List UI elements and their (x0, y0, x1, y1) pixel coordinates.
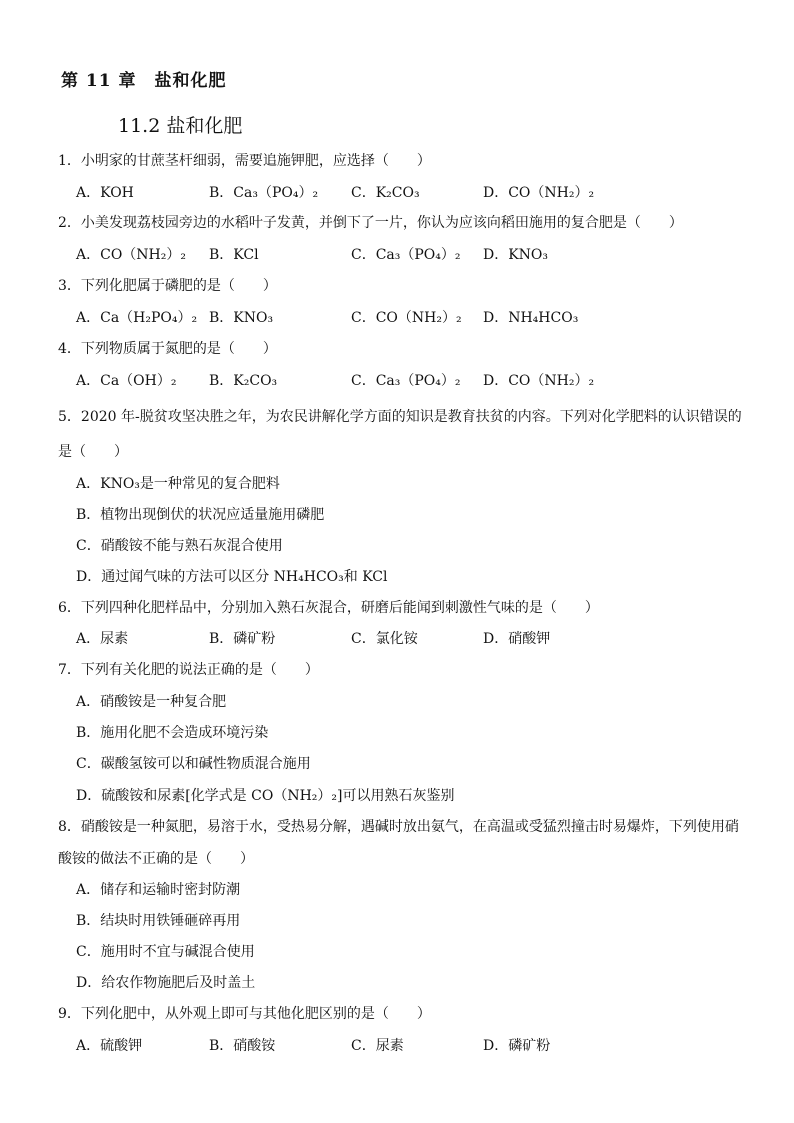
question-8-stem: 8．硝酸铵是一种氮肥，易溶于水，受热易分解，遇碱时放出氨气，在高温或受猛烈撞击时易爆炸，下列使用硝 (58, 819, 739, 835)
question-8-stem-continued: 酸铵的做法不正确的是（ ） (58, 851, 254, 867)
question-3-option-c: C．CO（NH₂）₂ (351, 310, 462, 326)
question-2-option-d: D．KNO₃ (483, 247, 549, 263)
question-1-stem: 1．小明家的甘蔗茎杆细弱，需要追施钾肥，应选择（ ） (58, 153, 431, 169)
question-7-option-d: D．硫酸铵和尿素[化学式是 CO（NH₂）₂]可以用熟石灰鉴别 (76, 788, 455, 804)
question-3-stem: 3．下列化肥属于磷肥的是（ ） (58, 278, 277, 294)
section-title: 11.2 盐和化肥 (118, 115, 243, 137)
question-6-option-b: B．磷矿粉 (209, 631, 276, 647)
question-5-option-d: D．通过闻气味的方法可以区分 NH₄HCO₃和 KCl (76, 569, 388, 585)
question-9-option-c: C．尿素 (351, 1038, 404, 1054)
question-5-option-a: A．KNO₃是一种常见的复合肥料 (76, 476, 280, 492)
question-8-option-d: D．给农作物施肥后及时盖土 (76, 975, 256, 991)
question-6-option-a: A．尿素 (76, 631, 129, 647)
question-2-option-a: A．CO（NH₂）₂ (76, 247, 186, 263)
question-8-option-b: B．结块时用铁锤砸碎再用 (76, 913, 241, 929)
question-3-option-a: A．Ca（H₂PO₄）₂ (76, 310, 198, 326)
question-1-option-c: C．K₂CO₃ (351, 185, 420, 201)
question-4-option-a: A．Ca（OH）₂ (76, 373, 177, 389)
question-5-option-b: B．植物出现倒伏的状况应适量施用磷肥 (76, 507, 325, 523)
question-6-stem: 6．下列四种化肥样品中，分别加入熟石灰混合，研磨后能闻到刺激性气味的是（ ） (58, 600, 599, 616)
question-9-stem: 9．下列化肥中，从外观上即可与其他化肥区别的是（ ） (58, 1006, 431, 1022)
question-3-option-d: D．NH₄HCO₃ (483, 310, 579, 326)
question-1-option-d: D．CO（NH₂）₂ (483, 185, 595, 201)
question-8-option-c: C．施用时不宜与碱混合使用 (76, 944, 255, 960)
question-9-option-b: B．硝酸铵 (209, 1038, 276, 1054)
question-2-option-b: B．KCl (209, 247, 259, 263)
question-5-stem: 5．2020 年-脱贫攻坚决胜之年，为农民讲解化学方面的知识是教育扶贫的内容。下列对化学肥料的认识错误的 (58, 409, 742, 425)
question-1-option-a: A．KOH (76, 185, 134, 201)
question-2-option-c: C．Ca₃（PO₄）₂ (351, 247, 461, 263)
question-4-option-c: C．Ca₃（PO₄）₂ (351, 373, 461, 389)
question-8-option-a: A．储存和运输时密封防潮 (76, 882, 241, 898)
question-3-option-b: B．KNO₃ (209, 310, 274, 326)
question-5-stem-continued: 是（ ） (58, 444, 128, 460)
question-4-stem: 4．下列物质属于氮肥的是（ ） (58, 341, 277, 357)
question-4-option-d: D．CO（NH₂）₂ (483, 373, 595, 389)
question-7-option-c: C．碳酸氢铵可以和碱性物质混合施用 (76, 756, 311, 772)
question-2-stem: 2．小美发现荔枝园旁边的水稻叶子发黄，并倒下了一片，你认为应该向稻田施用的复合肥是（ ） (58, 215, 683, 231)
question-9-option-a: A．硫酸钾 (76, 1038, 143, 1054)
question-7-option-a: A．硝酸铵是一种复合肥 (76, 694, 227, 710)
question-1-option-b: B．Ca₃（PO₄）₂ (209, 185, 319, 201)
question-6-option-c: C．氯化铵 (351, 631, 418, 647)
chapter-title: 第 11 章 盐和化肥 (61, 71, 227, 91)
question-7-stem: 7．下列有关化肥的说法正确的是（ ） (58, 662, 319, 678)
question-4-option-b: B．K₂CO₃ (209, 373, 278, 389)
question-5-option-c: C．硝酸铵不能与熟石灰混合使用 (76, 538, 283, 554)
question-7-option-b: B．施用化肥不会造成环境污染 (76, 725, 269, 741)
question-9-option-d: D．磷矿粉 (483, 1038, 551, 1054)
question-6-option-d: D．硝酸钾 (483, 631, 551, 647)
